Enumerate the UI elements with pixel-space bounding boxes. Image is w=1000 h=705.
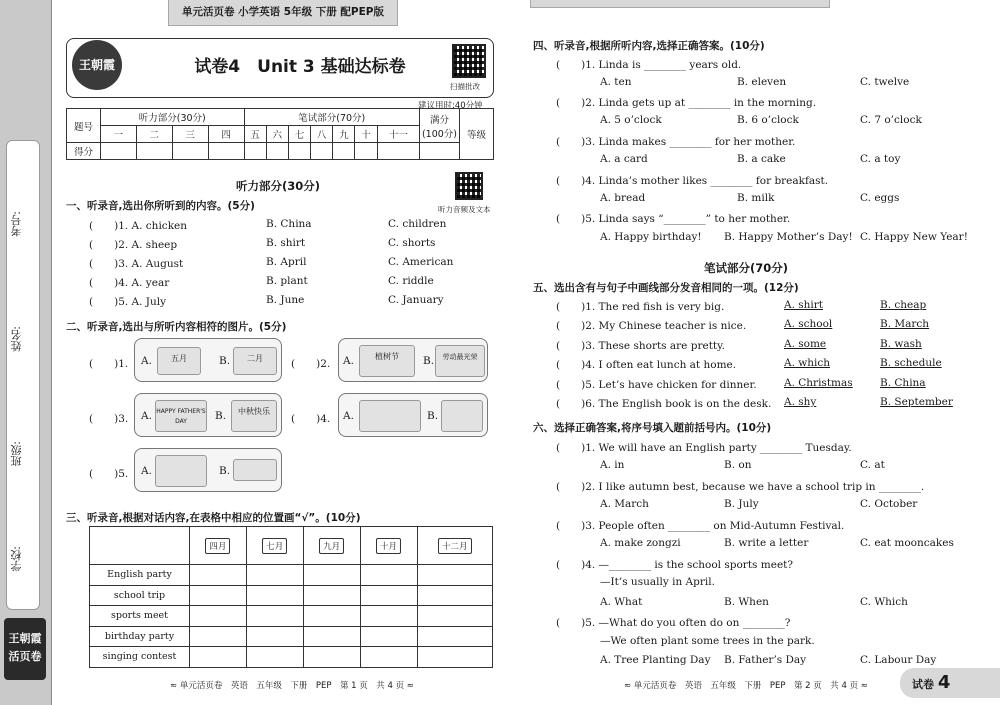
grid-month [190,527,247,565]
sec2-q2-box [338,338,488,382]
sec4-q3: ( )3. Linda makes ________ for her mother. [556,136,796,148]
sec2-q5-box [134,448,282,492]
sec1-q3-b: B. April [266,256,307,268]
sec5-q1: ( )1. The red fish is very big. [556,301,725,313]
th-num: 十 [355,126,377,143]
check-cell[interactable] [417,606,493,627]
sec4-q3-a[interactable]: A. a card [600,153,648,165]
stage-show-image [155,455,207,487]
th-num: 五 [244,126,266,143]
time-note: 建议用时:40分钟 [418,101,483,111]
sec4-q5-a[interactable]: A. Happy birthday! [600,231,702,243]
sec1-q2-b: B. shirt [266,237,306,249]
sec6-q3: ( )3. People often ________ on Mid-Autumn Festival. [556,520,845,532]
grid-month [360,527,417,565]
exam-number-label: 考号: [10,211,23,237]
row-label: singing contest [90,647,190,668]
sec5-q6: ( )6. The English book is on the desk. [556,398,772,410]
qr-label: 扫描批改 [450,82,480,91]
footer-right: ≈ 单元活页卷 英语 五年级 下册 PEP 第 2 页 共 4 页 ≈ [624,681,868,691]
sec6-q1: ( )1. We will have an English party ________ Tuesday. [556,442,852,454]
check-cell[interactable] [190,606,247,627]
score-cell[interactable] [355,143,377,160]
check-cell[interactable] [360,606,417,627]
check-cell[interactable] [190,585,247,606]
full-value: (100分) [421,128,458,140]
sec5-q1-b[interactable]: B. cheap [880,299,927,311]
check-cell[interactable] [246,565,303,586]
sec1-q4-b: B. plant [266,275,308,287]
sec4-q3-c[interactable]: C. a toy [860,153,901,165]
audio-qr-icon[interactable] [455,172,483,200]
sec1-q5-b: B. June [266,294,305,306]
sec1-q3: ( )3. A. August [89,258,184,270]
sec2-q2: ( )2. [291,358,331,370]
sec6-q2: ( )2. I like autumn best, because we have a school trip in ________. [556,481,925,493]
month-october: 十月 [376,538,401,554]
score-cell[interactable] [101,143,137,160]
calendar-may-image: 五月 [157,347,201,375]
th-num: 八 [311,126,333,143]
row-label: birthday party [90,626,190,647]
sec4-q2-a[interactable]: A. 5 o’clock [600,114,662,126]
score-cell[interactable] [244,143,266,160]
sec5-q2: ( )2. My Chinese teacher is nice. [556,320,747,332]
mid-autumn-image: 中秋快乐 [231,400,277,432]
grid-month [417,527,493,565]
th-num: 一 [101,126,137,143]
sec1-q4: ( )4. A. year [89,277,170,289]
th-listening: 听力部分(30分) [101,109,245,126]
check-cell[interactable] [417,585,493,606]
sec6-q1-a[interactable]: A. in [600,459,625,471]
row-label: school trip [90,585,190,606]
sec1-q5-c: C. January [388,294,444,306]
sec5-q2-b[interactable]: B. March [880,318,930,330]
sec6-q2-a[interactable]: A. March [600,498,649,510]
th-num: 十一 [377,126,419,143]
th-grade: 等级 [460,109,494,160]
sec5-q3-b[interactable]: B. wash [880,338,922,350]
check-cell[interactable] [303,647,360,668]
sec6-q3-c[interactable]: C. eat mooncakes [860,537,954,549]
check-cell[interactable] [246,626,303,647]
check-cell[interactable] [246,585,303,606]
score-cell[interactable] [208,143,244,160]
sec4-q5-c[interactable]: C. Happy New Year! [860,231,968,243]
option-a[interactable]: A. [141,465,152,477]
check-cell[interactable] [303,606,360,627]
sec6-q4-c[interactable]: C. Which [860,596,908,608]
score-cell[interactable] [420,143,460,160]
sec2-q1: ( )1. [89,358,129,370]
check-cell[interactable] [417,626,493,647]
sec2-q5: ( )5. [89,468,129,480]
check-cell[interactable] [360,626,417,647]
option-a[interactable]: A. [343,410,354,422]
sec6-q4-reply: —It’s usually in April. [600,576,715,588]
score-cell[interactable] [136,143,172,160]
sec5-q4-a[interactable]: A. which [784,357,831,369]
qr-code-icon[interactable] [452,44,486,78]
sec1-q4-c: C. riddle [388,275,434,287]
sec6-q5-reply: —We often plant some trees in the park. [600,635,815,647]
month-september: 九月 [319,538,344,554]
sec1-q1: ( )1. A. chicken [89,220,188,232]
sec5-q5-b[interactable]: B. China [880,377,926,389]
name-label: 姓名: [10,326,23,352]
sec5-q4: ( )4. I often eat lunch at home. [556,359,737,371]
sec5-q1-a[interactable]: A. shirt [784,299,824,311]
sec2-q1-box [134,338,282,382]
sports-meet-image [359,400,421,432]
sec1-title: 一、听录音,选出你所听到的内容。(5分) [66,200,255,212]
sec2-q3-box [134,393,282,437]
sec6-q3-a[interactable]: A. make zongzi [600,537,681,549]
sec4-q1-c[interactable]: C. twelve [860,76,910,88]
th-writing: 笔试部分(70分) [244,109,419,126]
score-cell[interactable] [311,143,333,160]
page-tag-number: 4 [937,672,951,693]
sec5-q3-a[interactable]: A. some [784,338,827,350]
sec6-q1-c[interactable]: C. at [860,459,885,471]
th-num: 二 [136,126,172,143]
sec6-title: 六、选择正确答案,将序号填入题前括号内。(10分) [533,422,772,434]
header-term: 下册 [315,6,337,18]
sec6-q5-c[interactable]: C. Labour Day [860,654,937,666]
sec4-title: 四、听录音,根据所听内容,选择正确答案。(10分) [533,40,765,52]
th-tihao: 题号 [67,109,101,143]
option-b[interactable]: B. [427,410,439,422]
month-july: 七月 [262,538,287,554]
sec4-q1: ( )1. Linda is ________ years old. [556,59,742,71]
sec2-title: 二、听录音,选出与所听内容相符的图片。(5分) [66,321,287,333]
sec6-q5-a[interactable]: A. Tree Planting Day [600,654,711,666]
sec6-q1-b[interactable]: B. on [724,459,752,471]
score-cell[interactable] [333,143,355,160]
labour-day-image: 劳动最光荣 [435,345,485,377]
option-b[interactable]: B. [215,410,227,422]
check-cell[interactable] [417,647,493,668]
row-label: English party [90,565,190,586]
check-cell[interactable] [246,606,303,627]
th-full [420,109,460,143]
check-cell[interactable] [303,626,360,647]
header-series: 单元活页卷 [181,6,235,18]
sec6-q5-b[interactable]: B. Father’s Day [724,654,807,666]
calendar-feb-image: 二月 [233,347,277,375]
sec5-q2-a[interactable]: A. school [784,318,833,330]
class-label: 班级: [10,441,23,467]
sec4-q4-a[interactable]: A. bread [600,192,646,204]
sec4-q4: ( )4. Linda’s mother likes ________ for breakfast. [556,175,829,187]
page-title: 试卷4 Unit 3 基础达标卷 [194,57,406,77]
page-tag-label: 试卷 [912,678,934,691]
sec1-q1-c: C. children [388,218,447,230]
page-tag [900,668,1000,698]
sec4-q2: ( )2. Linda gets up at ________ in the morning. [556,97,817,109]
score-cell[interactable] [377,143,419,160]
th-num: 九 [333,126,355,143]
grid-month [303,527,360,565]
sec2-q4: ( )4. [291,413,331,425]
sec5-title: 五、选出含有与句子中画线部分发音相同的一项。(12分) [533,282,799,294]
score-cell[interactable] [288,143,310,160]
option-a[interactable]: A. [343,355,354,367]
sec6-q3-b[interactable]: B. write a letter [724,537,809,549]
score-cell[interactable] [172,143,208,160]
option-a[interactable]: A. [141,410,152,422]
row-label: sports meet [90,606,190,627]
sec2-q4-box [338,393,488,437]
option-b[interactable]: B. [219,355,231,367]
singing-contest-image [441,400,483,432]
strip-logo-line1: 王朝霞 [8,632,42,645]
check-cell[interactable] [360,647,417,668]
tree-planting-day-image: 植树节 [359,345,415,377]
full-label: 满分 [429,114,449,126]
dragon-boat-image [233,459,277,481]
sec4-q4-b[interactable]: B. milk [737,192,775,204]
sec1-q3-c: C. American [388,256,454,268]
sec4-q1-a[interactable]: A. ten [600,76,632,88]
fathers-day-image: HAPPY FATHER'S DAY [155,400,207,432]
check-cell[interactable] [190,647,247,668]
sec1-q2-c: C. shorts [388,237,436,249]
check-cell[interactable] [190,565,247,586]
th-num: 三 [172,126,208,143]
sec5-q4-b[interactable]: B. schedule [880,357,942,369]
option-b[interactable]: B. [423,355,435,367]
sec3-title: 三、听录音,根据对话内容,在表格中相应的位置画“√”。(10分) [66,512,361,524]
publisher-logo: 王朝霞 [72,40,122,90]
header-edition: 配PEP版 [340,6,384,18]
th-num: 四 [208,126,244,143]
check-cell[interactable] [417,565,493,586]
score-row-label: 得分 [67,143,101,160]
sec4-q3-b[interactable]: B. a cake [737,153,786,165]
school-label: 学校: [10,546,23,572]
option-b[interactable]: B. [219,465,231,477]
check-cell[interactable] [360,565,417,586]
check-cell[interactable] [303,585,360,606]
sec6-q5: ( )5. —What do you often do on ________? [556,617,791,629]
listening-title: 听力部分(30分) [236,179,321,193]
strip-logo-line2: 活页卷 [8,650,42,663]
check-cell[interactable] [246,647,303,668]
sec4-q1-b[interactable]: B. eleven [737,76,787,88]
score-table [66,108,494,160]
check-cell[interactable] [360,585,417,606]
sec6-q4-b[interactable]: B. When [724,596,769,608]
footer-left: ≈ 单元活页卷 英语 五年级 下册 PEP 第 1 页 共 4 页 ≈ [170,681,414,691]
sec1-q1-b: B. China [266,218,312,230]
sec4-q5-b[interactable]: B. Happy Mother’s Day! [724,231,853,243]
sec4-q2-b[interactable]: B. 6 o’clock [737,114,799,126]
month-april: 四月 [205,538,230,554]
sec5-q5-a[interactable]: A. Christmas [784,377,853,389]
sec5-q3: ( )3. These shorts are pretty. [556,340,726,352]
th-num: 七 [288,126,310,143]
strip-logo [4,618,46,680]
check-cell[interactable] [190,626,247,647]
header-grade: 5年级 [283,6,313,18]
grid-corner [90,527,190,565]
score-cell[interactable] [266,143,288,160]
header-subject: 小学英语 [238,6,281,18]
option-a[interactable]: A. [141,355,152,367]
sec1-q5: ( )5. A. July [89,296,167,308]
sec4-q4-c[interactable]: C. eggs [860,192,900,204]
sec1-q2: ( )2. A. sheep [89,239,178,251]
audio-qr-label: 听力音频及文本 [438,205,491,214]
header-tab-left [168,0,398,26]
th-num: 六 [266,126,288,143]
sec6-q2-c[interactable]: C. October [860,498,918,510]
sec4-q5: ( )5. Linda says “________” to her mother. [556,213,791,225]
sec6-q4-a[interactable]: A. What [600,596,643,608]
header-tab-right [530,0,830,8]
sec5-q5: ( )5. Let’s have chicken for dinner. [556,379,757,391]
sec6-q4: ( )4. —________ is the school sports meet? [556,559,794,571]
sec2-q3: ( )3. [89,413,129,425]
sec5-q6-a[interactable]: A. shy [784,396,817,408]
grid-month [246,527,303,565]
sec5-q6-b[interactable]: B. September [880,396,953,408]
check-cell[interactable] [303,565,360,586]
student-info-strip [6,140,40,610]
sec3-table [89,526,493,668]
writing-title: 笔试部分(70分) [704,261,789,275]
month-december: 十二月 [438,538,472,554]
sec4-q2-c[interactable]: C. 7 o’clock [860,114,922,126]
sec6-q2-b[interactable]: B. July [724,498,759,510]
